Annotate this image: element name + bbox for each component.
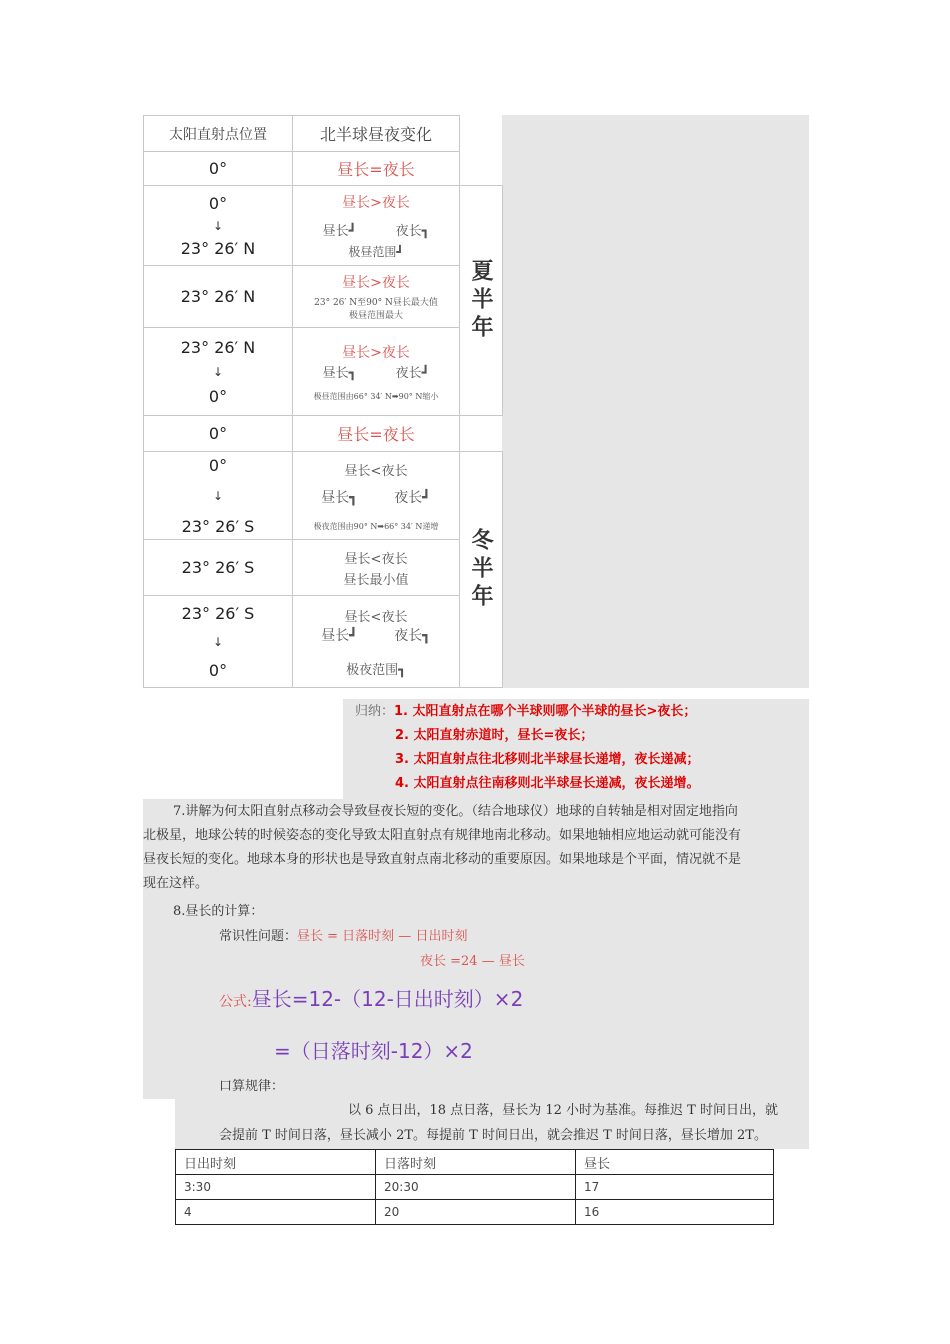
formula-1: 昼长=12-（12-日出时刻）×2 bbox=[251, 987, 524, 1011]
cell-line: 昼长<夜长 bbox=[344, 463, 408, 479]
summary-item: 2. 太阳直射赤道时，昼长=夜长； bbox=[395, 728, 594, 743]
cell-line: 昼长<夜长 bbox=[344, 609, 408, 625]
table-row bbox=[144, 266, 503, 328]
formula-line-1 bbox=[219, 983, 523, 1012]
header-sunset: 日落时刻 bbox=[376, 1150, 576, 1175]
blank bbox=[460, 116, 503, 152]
common-label: 常识性问题： bbox=[219, 929, 298, 944]
blank bbox=[460, 416, 503, 452]
table-row bbox=[144, 540, 503, 596]
text-line: 7.讲解为何太阳直射点移动会导致昼夜长短的变化。（结合地球仪）地球的自转轴是相对固定地指向 bbox=[173, 804, 738, 819]
text-line: 昼夜长短的变化。地球本身的形状也是导致直射点南北移动的重要原因。如果地球是个平面，情况就不是 bbox=[143, 852, 742, 867]
arrow-down-icon: ↓ bbox=[212, 634, 224, 649]
table-row bbox=[144, 328, 503, 416]
arrow-down-icon: ↓ bbox=[212, 488, 224, 503]
summary-label: 归纳： bbox=[355, 704, 395, 719]
change-cell bbox=[293, 452, 460, 540]
table-row bbox=[176, 1175, 774, 1200]
pos-top: 23° 26′ S bbox=[181, 603, 255, 623]
pos-top: 0° bbox=[208, 455, 228, 475]
position-cell bbox=[144, 452, 293, 540]
table-row bbox=[144, 452, 503, 540]
night-formula: 夜长 =24 — 昼长 bbox=[420, 954, 525, 969]
day-length-table bbox=[175, 1149, 774, 1225]
header-change: 北半球昼夜变化 bbox=[293, 116, 460, 152]
summary-item: 4. 太阳直射点往南移则北半球昼长递减，夜长递增。 bbox=[395, 776, 700, 791]
position-cell bbox=[144, 186, 293, 266]
cell-day-length: 17 bbox=[576, 1175, 774, 1200]
blank bbox=[460, 152, 503, 186]
cell-line: 昼长<夜长 bbox=[344, 551, 408, 567]
cell-line: 夜长┓ bbox=[395, 223, 430, 239]
cell-day-length: 16 bbox=[576, 1200, 774, 1225]
header-position: 太阳直射点位置 bbox=[144, 116, 293, 152]
paragraph-7 bbox=[143, 800, 811, 896]
mental-line-1: 以 6 点日出，18 点日落，昼长为 12 小时为基准。每推迟 T 时间日出，就 bbox=[348, 1103, 778, 1118]
pos-bottom: 0° bbox=[208, 660, 228, 680]
common-formula: 昼长 = 日落时刻 — 日出时刻 bbox=[297, 929, 468, 944]
summary-item: 1. 太阳直射点在哪个半球则哪个半球的昼长>夜长； bbox=[394, 704, 697, 719]
table-row bbox=[176, 1200, 774, 1225]
cell-line: 23° 26′ N至90° N昼长最大值 bbox=[314, 298, 438, 308]
cell-line: 昼长>夜长 bbox=[342, 344, 410, 361]
position-cell: 0° bbox=[144, 152, 293, 186]
table-row bbox=[144, 596, 503, 688]
section-title: 8.昼长的计算： bbox=[173, 904, 264, 919]
pos-bottom: 23° 26′ N bbox=[180, 238, 256, 258]
mental-line-2: 会提前 T 时间日落，昼长减小 2T。每提前 T 时间日出，就会推迟 T 时间日落，昼长增加 2T。 bbox=[219, 1128, 767, 1143]
cell-line: 夜长┓ bbox=[394, 627, 431, 644]
summary-item: 3. 太阳直射点往北移则北半球昼长递增，夜长递减； bbox=[395, 752, 700, 767]
winter-half-year bbox=[460, 452, 503, 688]
position-cell: 23° 26′ N bbox=[144, 266, 293, 328]
change-cell bbox=[293, 266, 460, 328]
change-cell bbox=[293, 328, 460, 416]
mental-label: 口算规律： bbox=[219, 1079, 285, 1094]
cell-sunrise: 3:30 bbox=[176, 1175, 376, 1200]
table-row bbox=[144, 186, 503, 266]
text-line: 北极星，地球公转的时候姿态的变化导致太阳直射点有规律地南北移动。如果地轴相应地运动就可能没有 bbox=[143, 828, 742, 843]
change-cell: 昼长=夜长 bbox=[293, 152, 460, 186]
table-row bbox=[144, 416, 503, 452]
arrow-down-icon: ↓ bbox=[212, 364, 224, 379]
table-row bbox=[144, 152, 503, 186]
cell-sunset: 20 bbox=[376, 1200, 576, 1225]
cell-line: 昼长最小值 bbox=[343, 572, 409, 588]
header-day-length: 昼长 bbox=[576, 1150, 774, 1175]
change-cell: 昼长=夜长 bbox=[293, 416, 460, 452]
cell-line: 极昼范围┛ bbox=[348, 244, 404, 259]
season-label: 夏半年 bbox=[468, 258, 494, 343]
sun-position-table bbox=[143, 115, 503, 688]
cell-sunset: 20:30 bbox=[376, 1175, 576, 1200]
cell-line: 夜长┛ bbox=[394, 489, 431, 506]
position-cell bbox=[144, 328, 293, 416]
position-cell: 23° 26′ S bbox=[144, 540, 293, 596]
pos-top: 23° 26′ N bbox=[180, 337, 256, 357]
cell-line: 极昼范围最大 bbox=[348, 311, 403, 321]
cell-line: 极夜范围┓ bbox=[346, 662, 406, 678]
text-line: 现在这样。 bbox=[143, 876, 209, 891]
pos-bottom: 23° 26′ S bbox=[181, 516, 255, 536]
table-header-row bbox=[176, 1150, 774, 1175]
header-sunrise: 日出时刻 bbox=[176, 1150, 376, 1175]
pos-top: 0° bbox=[208, 193, 228, 213]
cell-sunrise: 4 bbox=[176, 1200, 376, 1225]
cell-line: 昼长>夜长 bbox=[342, 194, 410, 211]
cell-line: 昼长>夜长 bbox=[342, 275, 410, 291]
position-cell bbox=[144, 596, 293, 688]
cell-line: 昼长┛ bbox=[322, 223, 357, 239]
formula-2: =（日落时刻-12）×2 bbox=[274, 1039, 473, 1063]
change-cell bbox=[293, 596, 460, 688]
cell-line: 昼长┓ bbox=[322, 365, 357, 381]
position-cell: 0° bbox=[144, 416, 293, 452]
arrow-down-icon: ↓ bbox=[212, 218, 224, 233]
change-cell bbox=[293, 186, 460, 266]
image-backdrop bbox=[502, 115, 809, 688]
summer-half-year bbox=[460, 186, 503, 416]
formula-label: 公式: bbox=[219, 994, 252, 1010]
common-sense-line bbox=[219, 925, 467, 949]
cell-line: 夜长┛ bbox=[395, 365, 430, 381]
change-cell bbox=[293, 540, 460, 596]
cell-line: 昼长┓ bbox=[321, 489, 358, 506]
cell-line: 极夜范围由90° N➡66° 34′ N递增 bbox=[313, 521, 439, 531]
summary bbox=[355, 700, 700, 796]
cell-line: 昼长┛ bbox=[321, 627, 358, 644]
cell-line: 极昼范围由66° 34′ N➡90° N缩小 bbox=[313, 391, 439, 401]
season-label: 冬半年 bbox=[468, 527, 494, 612]
pos-bottom: 0° bbox=[208, 386, 228, 406]
